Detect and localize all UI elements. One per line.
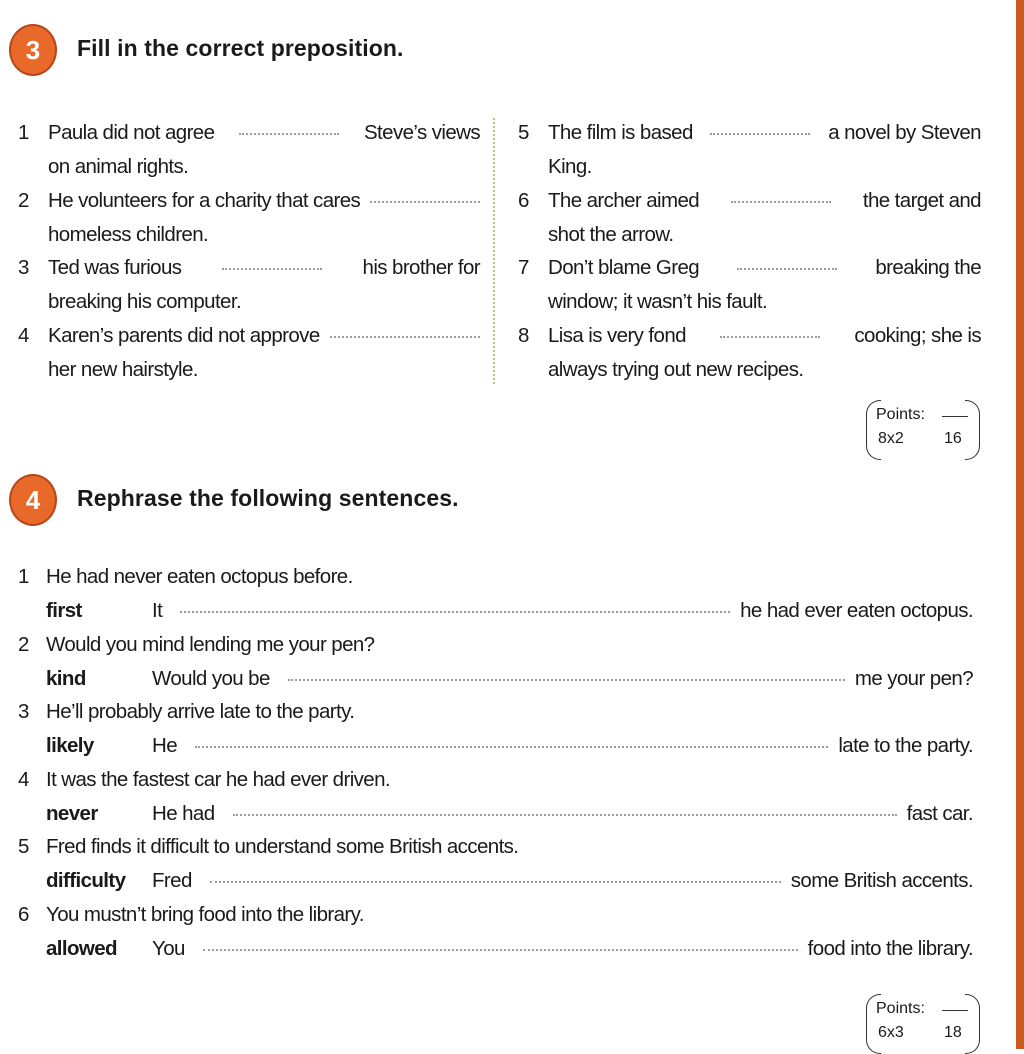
- item-text-after: Steve’s views: [363, 121, 480, 144]
- rephrase-item: [18, 898, 973, 966]
- sentence-stem: He: [152, 734, 178, 757]
- item-text-before: The archer aimed: [548, 188, 700, 212]
- section-3-badge: 3: [9, 24, 57, 76]
- keyword: difficulty: [46, 869, 126, 892]
- answer-blank[interactable]: [233, 813, 897, 816]
- keyword: allowed: [46, 936, 117, 960]
- sentence-ending: fast car.: [906, 801, 973, 825]
- item-number: 6: [18, 902, 29, 926]
- page-edge-stripe: [1016, 0, 1024, 1049]
- preposition-column-left: [18, 116, 480, 386]
- original-sentence: It was the fastest car he had ever driven.: [46, 767, 390, 791]
- item-text-after: breaking the: [875, 256, 981, 279]
- answer-blank[interactable]: [210, 880, 781, 883]
- item-text-line2: on animal rights.: [48, 155, 189, 178]
- item-number: 1: [18, 565, 29, 588]
- item-number: 4: [18, 767, 29, 791]
- sentence-ending: he had ever eaten octopus.: [740, 599, 973, 622]
- points-multiplier: 6x3: [878, 1024, 904, 1041]
- original-sentence: He had never eaten octopus before.: [46, 565, 353, 588]
- answer-blank[interactable]: [720, 335, 820, 338]
- item-text-before: Ted was furious: [48, 256, 182, 279]
- answer-blank[interactable]: [731, 200, 831, 203]
- sentence-stem: He had: [152, 801, 215, 825]
- points-total: 16: [944, 430, 962, 447]
- points-total: 18: [944, 1024, 962, 1041]
- answer-blank[interactable]: [737, 267, 837, 270]
- sentence-stem: You: [152, 936, 185, 960]
- preposition-item: [518, 319, 981, 387]
- item-text-line2: shot the arrow.: [548, 222, 674, 246]
- points-box-section-4: [866, 994, 980, 1052]
- item-number: 5: [518, 121, 529, 144]
- original-sentence: You mustn’t bring food into the library.: [46, 902, 364, 926]
- rephrase-item: [18, 560, 973, 628]
- rephrase-item: [18, 628, 973, 696]
- score-line[interactable]: [942, 1010, 968, 1011]
- points-label: Points:: [876, 1000, 925, 1017]
- answer-blank[interactable]: [710, 132, 810, 135]
- answer-blank[interactable]: [239, 132, 339, 135]
- sentence-ending: me your pen?: [854, 666, 973, 690]
- sentence-stem: It: [152, 599, 163, 622]
- item-number: 3: [18, 700, 29, 723]
- item-text-before: Paula did not agree: [48, 121, 215, 144]
- item-number: 4: [18, 323, 29, 347]
- preposition-item: [518, 251, 981, 319]
- item-number: 3: [18, 256, 29, 279]
- sentence-stem: Would you be: [152, 666, 270, 690]
- preposition-item: [518, 116, 981, 184]
- keyword: likely: [46, 734, 94, 757]
- item-text-line2: her new hairstyle.: [48, 357, 198, 381]
- preposition-item: [18, 251, 480, 319]
- item-text-before: Don’t blame Greg: [548, 256, 700, 279]
- item-text-before: The film is based: [548, 121, 693, 144]
- item-number: 8: [518, 323, 529, 347]
- answer-blank[interactable]: [203, 948, 798, 951]
- item-number: 7: [518, 256, 529, 279]
- item-number: 2: [18, 632, 29, 656]
- section-4-title: Rephrase the following sentences.: [77, 485, 459, 511]
- original-sentence: Fred finds it difficult to understand some British accents.: [46, 835, 519, 858]
- sentence-stem: Fred: [152, 869, 192, 892]
- section-4-badge: 4: [9, 474, 57, 526]
- item-text-before: Karen’s parents did not approve: [48, 323, 320, 347]
- sentence-ending: food into the library.: [807, 936, 973, 960]
- score-line[interactable]: [942, 416, 968, 417]
- preposition-item: [18, 116, 480, 184]
- rephrase-item: [18, 695, 973, 763]
- item-text-after: his brother for: [362, 256, 480, 279]
- bracket-right: [965, 400, 980, 460]
- original-sentence: Would you mind lending me your pen?: [46, 632, 375, 656]
- sentence-ending: some British accents.: [790, 869, 973, 892]
- keyword: never: [46, 801, 98, 825]
- item-text-line2: always trying out new recipes.: [548, 357, 804, 381]
- item-text-after: the target and: [862, 188, 981, 212]
- answer-blank[interactable]: [180, 610, 730, 613]
- answer-blank[interactable]: [288, 678, 845, 681]
- column-divider: [493, 118, 495, 384]
- answer-blank[interactable]: [222, 267, 322, 270]
- item-text-before: He volunteers for a charity that cares: [48, 188, 361, 212]
- answer-blank[interactable]: [370, 200, 480, 203]
- item-text-line2: homeless children.: [48, 222, 209, 246]
- answer-blank[interactable]: [195, 745, 828, 748]
- preposition-item: [18, 319, 480, 387]
- rephrase-item: [18, 830, 973, 898]
- item-number: 6: [518, 188, 529, 212]
- preposition-item: [518, 184, 981, 252]
- keyword: first: [46, 599, 82, 622]
- item-text-line2: King.: [548, 155, 592, 178]
- item-text-line2: breaking his computer.: [48, 290, 242, 313]
- item-text-after: cooking; she is: [854, 323, 981, 347]
- rephrase-item: [18, 763, 973, 831]
- item-number: 5: [18, 835, 29, 858]
- keyword: kind: [46, 666, 86, 690]
- item-text-line2: window; it wasn’t his fault.: [548, 290, 768, 313]
- item-text-before: Lisa is very fond: [548, 323, 686, 347]
- points-box-section-3: [866, 400, 980, 458]
- preposition-column-right: [518, 116, 981, 386]
- item-text-after: a novel by Steven: [828, 121, 981, 144]
- points-multiplier: 8x2: [878, 430, 904, 447]
- section-3-title: Fill in the correct preposition.: [77, 35, 404, 61]
- rephrase-list: [18, 560, 973, 965]
- original-sentence: He’ll probably arrive late to the party.: [46, 700, 355, 723]
- bracket-right: [965, 994, 980, 1054]
- answer-blank[interactable]: [330, 335, 480, 338]
- item-number: 1: [18, 121, 29, 144]
- sentence-ending: late to the party.: [838, 734, 973, 757]
- preposition-item: [18, 184, 480, 252]
- points-label: Points:: [876, 406, 925, 423]
- item-number: 2: [18, 188, 29, 212]
